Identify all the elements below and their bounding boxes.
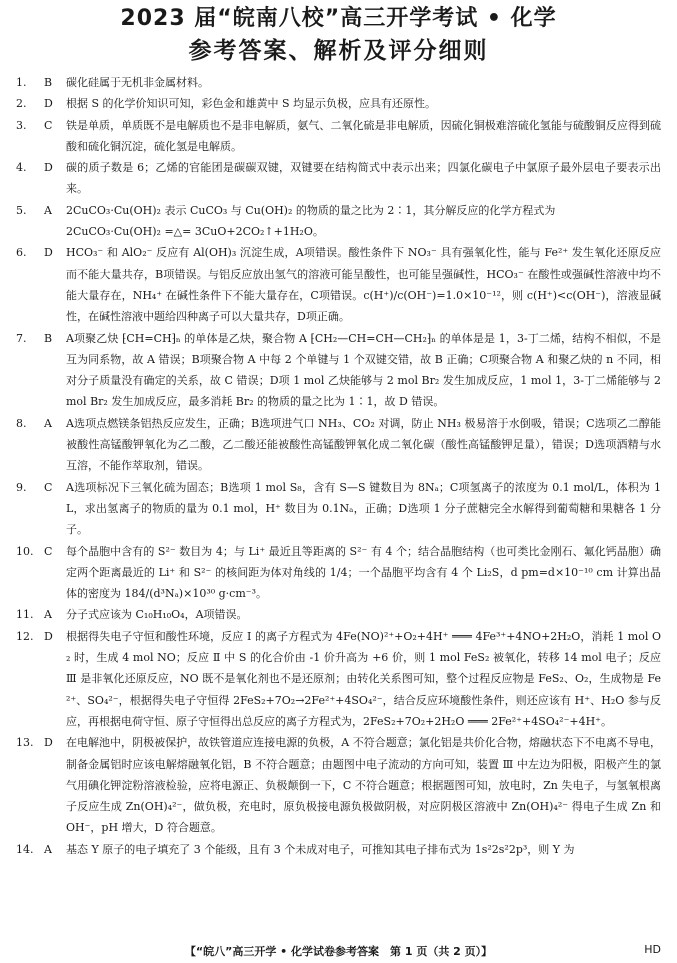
explanation-line: 根据 S 的化学价知识可知，彩色金和雄黄中 S 均显示负极，应具有还原性。 xyxy=(66,97,437,111)
answer-item xyxy=(16,242,661,327)
explanation-line: 每个晶胞中含有的 S²⁻ 数目为 4；与 Li⁺ 最近且等距离的 S²⁻ 有 4 个；结合晶胞结构（也可类比金刚石、氟化钙晶胞）确定两个距离最近的 Li⁺ 和 S²⁻ 的核间距为体对角线的 1/4；一个晶胞平均含有 4 个 Li₂S，d pm=d×10⁻¹⁰ cm 计算出晶体的密度为 184/(d³Nₐ)×10³⁰ g·cm⁻³。 xyxy=(66,544,661,601)
answer-item xyxy=(16,115,661,158)
explanation-text xyxy=(66,328,661,413)
explanation-text xyxy=(66,732,661,838)
answer-item xyxy=(16,604,661,625)
explanation-line: 基态 Y 原子的电子填充了 3 个能级，且有 3 个未成对电子，可推知其电子排布式为 1s²2s²2p³，则 Y 为 xyxy=(66,842,575,856)
explanation-text xyxy=(66,93,661,114)
answer-letter: D xyxy=(44,246,53,260)
answer-item xyxy=(16,477,661,541)
explanation-line: 2CuCO₃·Cu(OH)₂ =△= 3CuO+2CO₂↑+1H₂O。 xyxy=(66,225,324,239)
answer-letter: C xyxy=(44,118,53,132)
answer-list xyxy=(16,72,661,860)
answer-item xyxy=(16,200,661,243)
explanation-text xyxy=(66,413,661,477)
question-number: 6. xyxy=(16,246,27,260)
footer-code: HD xyxy=(644,943,661,956)
answer-letter: D xyxy=(44,736,53,750)
answer-item xyxy=(16,72,661,93)
document-title: 2023 届“皖南八校”高三开学考试 • 化学 xyxy=(120,6,557,31)
question-number: 5. xyxy=(16,203,27,217)
answer-letter: A xyxy=(44,608,52,622)
explanation-text xyxy=(66,541,661,605)
explanation-line: 碳化硅属于无机非金属材料。 xyxy=(66,76,209,89)
explanation-text xyxy=(66,157,661,200)
document-subtitle: 参考答案、解析及评分细则 xyxy=(188,38,489,64)
explanation-text xyxy=(66,626,661,732)
explanation-text xyxy=(66,477,661,541)
answer-item xyxy=(16,541,661,605)
question-number: 4. xyxy=(16,161,27,175)
answer-item xyxy=(16,93,661,114)
explanation-text xyxy=(66,604,661,625)
explanation-line: HCO₃⁻ 和 AlO₂⁻ 反应有 Al(OH)₃ 沉淀生成，A项错误。酸性条件下 NO₃⁻ 具有强氧化性，能与 Fe²⁺ 发生氧化还原反应而不能大量共存，B项错误。与铝反应放出氢气的溶液可能呈酸性，也可能呈强碱性，HCO₃⁻ 在酸性或强碱性溶液中均不能大量存在，NH₄⁺ 在碱性条件下不能大量存在，C项错误。c(H⁺)/c(OH⁻)=1.0×10⁻¹²，则 c(H⁺)<c(OH⁻)，溶液显碱性，在碱性溶液中题给四种离子可以大量共存，D项正确。 xyxy=(66,246,661,324)
question-number: 10. xyxy=(16,544,34,558)
answer-letter: D xyxy=(44,629,53,643)
explanation-line: A选项点燃镁条铝热反应发生，正确；B选项进气口 NH₃、CO₂ 对调，防止 NH₃ 极易溶于水倒吸，错误；C选项乙二醇能被酸性高锰酸钾氧化为乙二酸，乙二酸还能被酸性高锰酸钾氧化成二氧化碳（酸性高锰酸钾足量），错误；D选项酒精与水互溶，不能作萃取剂，错误。 xyxy=(66,416,661,473)
explanation-line: 碳的质子数是 6；乙烯的官能团是碳碳双键，双键要在结构简式中表示出来；四氯化碳电子中氯原子最外层电子要表示出来。 xyxy=(66,161,661,196)
question-number: 7. xyxy=(16,331,27,345)
answer-letter: B xyxy=(44,76,53,89)
question-number: 13. xyxy=(16,736,34,750)
question-number: 11. xyxy=(16,608,34,622)
answer-letter: C xyxy=(44,544,53,558)
question-number: 12. xyxy=(16,629,34,643)
explanation-text xyxy=(66,200,661,243)
explanation-line: 分子式应该为 C₁₀H₁₀O₄，A项错误。 xyxy=(66,608,248,622)
explanation-line: A选项标况下三氧化硫为固态；B选项 1 mol S₈，含有 S—S 键数目为 8Nₐ；C项氢离子的浓度为 0.1 mol/L，体积为 1 L，求出氢离子的物质的量为 0.1 mol，H⁺ 数目为 0.1Nₐ，正确；D选项 1 分子蔗糖完全水解得到葡萄糖和果糖各 1 分子。 xyxy=(66,480,661,537)
explanation-line: 2CuCO₃·Cu(OH)₂ 表示 CuCO₃ 与 Cu(OH)₂ 的物质的量之比为 2∶1，其分解反应的化学方程式为 xyxy=(66,203,556,217)
question-number: 9. xyxy=(16,480,27,494)
page-footer xyxy=(0,943,677,959)
answer-item xyxy=(16,157,661,200)
question-number: 3. xyxy=(16,118,27,132)
answer-item xyxy=(16,626,661,732)
question-number: 2. xyxy=(16,97,27,111)
answer-letter: C xyxy=(44,480,53,494)
answer-letter: A xyxy=(44,842,52,856)
answer-letter: A xyxy=(44,416,52,430)
answer-letter: A xyxy=(44,203,52,217)
explanation-line: 根据得失电子守恒和酸性环境，反应 Ⅰ 的离子方程式为 4Fe(NO)²⁺+O₂+4H⁺ ═══ 4Fe³⁺+4NO+2H₂O，消耗 1 mol O₂ 时，生成 4 mol NO；反应 Ⅱ 中 S 的化合价由 -1 价升高为 +6 价，则 1 mol FeS₂ 被氧化，转移 14 mol 电子；反应 Ⅲ 是非氧化还原反应，NO 既不是氧化剂也不是还原剂；由转化关系图可知，整个过程反应物是 FeS₂、O₂，生成物是 Fe²⁺、SO₄²⁻，根据得失电子守恒得 2FeS₂+7O₂→2Fe²⁺+4SO₄²⁻，结合反应环境酸性条件，则还应该有 H⁺、H₂O 参与反应，再根据电荷守恒、原子守恒得出总反应的离子方程式为，2FeS₂+7O₂+2H₂O ═══ 2Fe²⁺+4SO₄²⁻+4H⁺。 xyxy=(66,629,661,728)
explanation-text xyxy=(66,242,661,327)
question-number: 1. xyxy=(16,76,27,89)
explanation-line: A项聚乙炔 ⁅CH=CH⁆ₙ 的单体是乙炔，聚合物 A ⁅CH₂—CH=CH—CH₂⁆ₙ 的单体是是 1，3-丁二烯，结构不相似，不是互为同系物，故 A 错误；B项聚合物 A 中每 2 个单键与 1 个双键交错，故 B 正确；C项聚合物 A 和聚乙炔的 n 不同，相对分子质量没有确定的关系，故 C 错误；D项 1 mol 乙炔能够与 2 mol Br₂ 发生加成反应，1 mol 1，3-丁二烯能够与 2 mol Br₂ 发生加成反应，最多消耗 Br₂ 的物质的量之比为 1∶1，故 D 错误。 xyxy=(66,331,661,409)
explanation-text xyxy=(66,839,661,860)
explanation-line: 在电解池中，阴极被保护，故铁管道应连接电源的负极，A 不符合题意；氯化铝是共价化合物，熔融状态下不电离不导电，制备金属铝时应该电解熔融氧化铝，B 不符合题意；由题图中电子流动的方向可知，装置 Ⅲ 中左边为阳极，阳极产生的氯气用碘化钾淀粉溶液检验，应将电源正、负极颠倒一下，C 不符合题意；根据题图可知，放电时，Zn 失电子，与氢氧根离子反应生成 Zn(OH)₄²⁻，做负极，充电时，原负极接电源负极做阴极，对应阴极区溶液中 Zn(OH)₄²⁻ 得电子生成 Zn 和 OH⁻，pH 增大，D 符合题意。 xyxy=(66,736,661,835)
answer-letter: D xyxy=(44,97,53,111)
explanation-text xyxy=(66,72,661,93)
answer-item xyxy=(16,328,661,413)
answer-item xyxy=(16,413,661,477)
answer-letter: D xyxy=(44,161,53,175)
explanation-line: 铁是单质，单质既不是电解质也不是非电解质，氨气、二氧化硫是非电解质，因硫化铜极难溶硫化氢能与硫酸铜反应得到硫酸和硫化铜沉淀，硫化氢是电解质。 xyxy=(66,118,661,153)
explanation-text xyxy=(66,115,661,158)
answer-item xyxy=(16,732,661,838)
footer-text: 【“皖八”高三开学 • 化学试卷参考答案 第 1 页（共 2 页）】 xyxy=(184,945,493,958)
answer-item xyxy=(16,839,661,860)
question-number: 14. xyxy=(16,842,34,856)
answer-letter: B xyxy=(44,331,53,345)
question-number: 8. xyxy=(16,416,27,430)
